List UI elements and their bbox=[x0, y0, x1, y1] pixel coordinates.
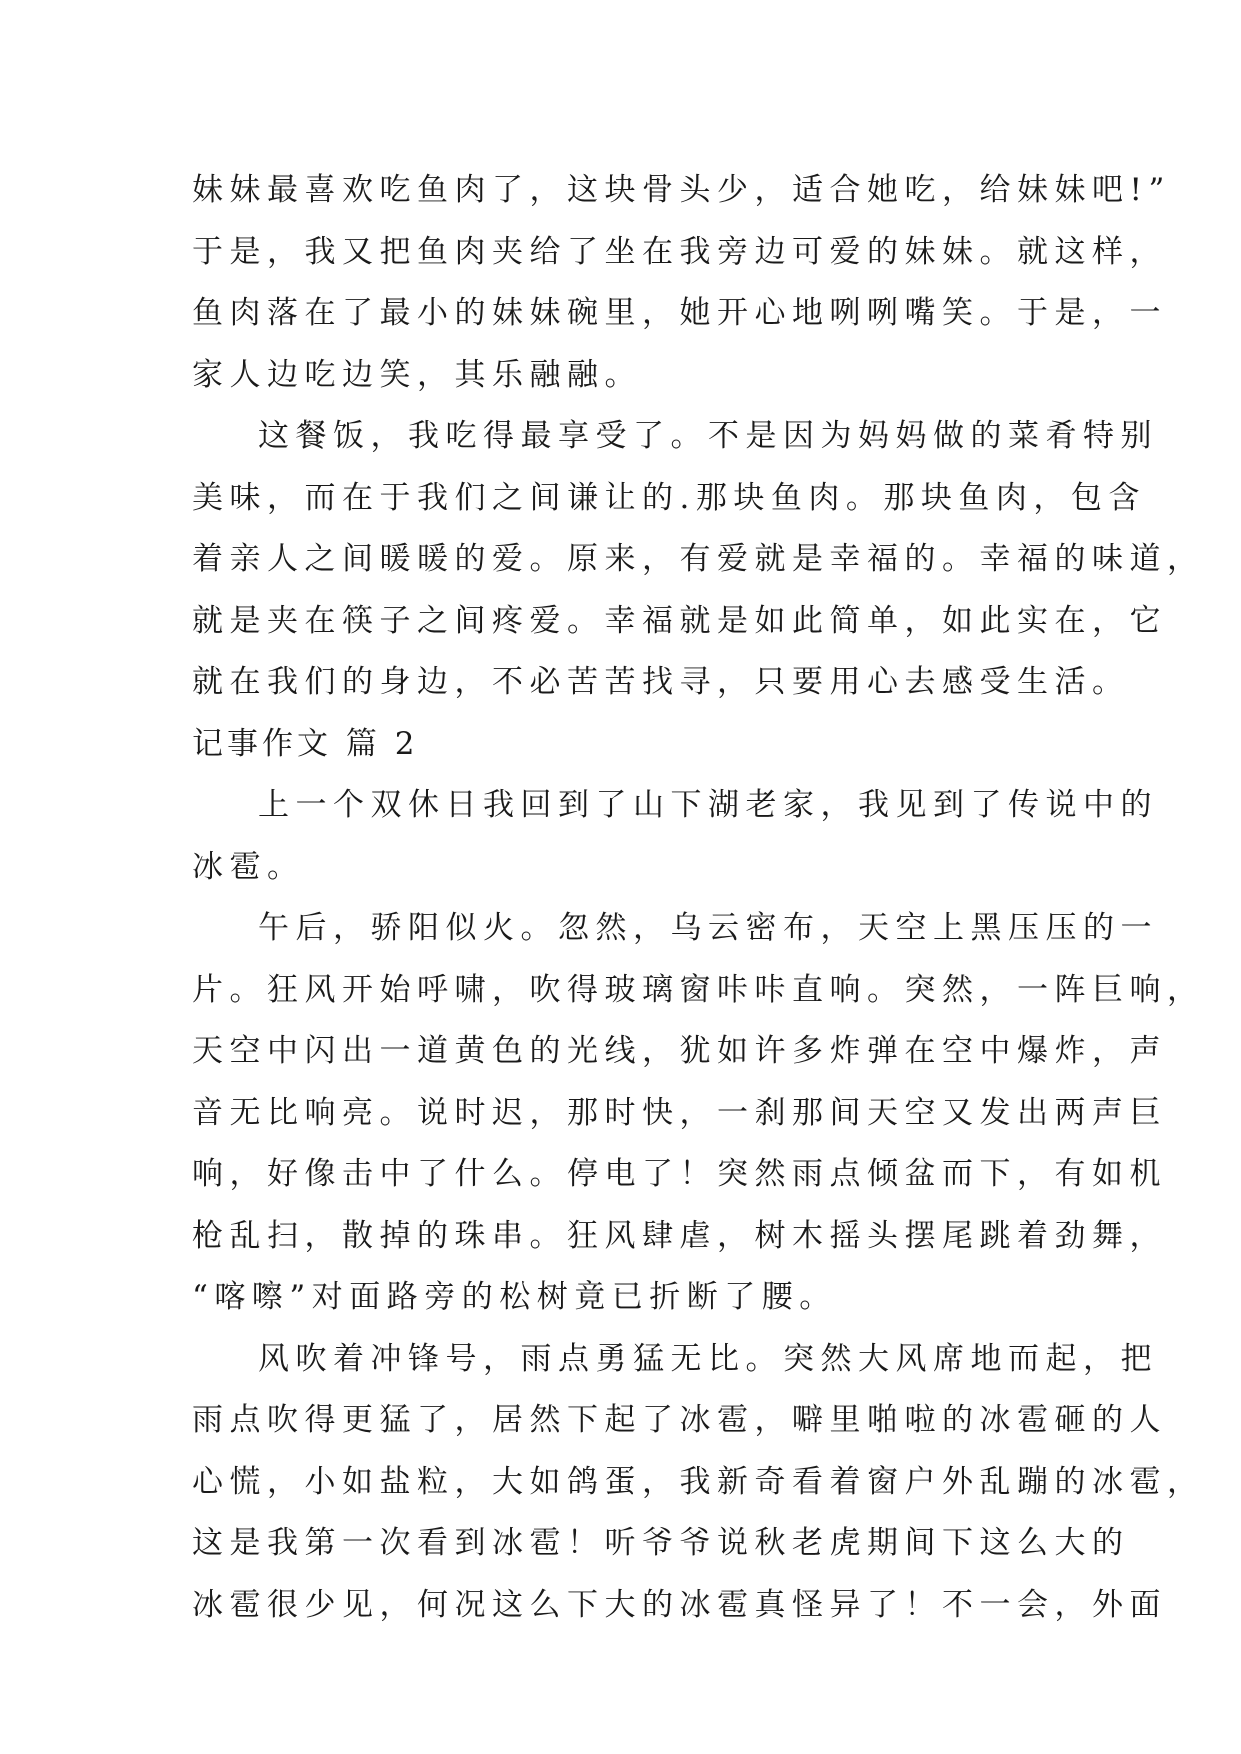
text-line: 就在我们的身边，不必苦苦找寻，只要用心去感受生活。 bbox=[192, 664, 1130, 700]
text-line: 风吹着冲锋号，雨点勇猛无比。突然大风席地而起，把 bbox=[258, 1340, 1158, 1377]
text-line: 片。狂风开始呼啸，吹得玻璃窗咔咔直响。突然，一阵巨响， bbox=[192, 971, 1205, 1008]
text-line: 美味，而在于我们之间谦让的.那块鱼肉。那块鱼肉，包含 bbox=[192, 479, 1146, 516]
text-line: 雨点吹得更猛了，居然下起了冰雹，噼里啪啦的冰雹砸的人 bbox=[192, 1402, 1167, 1438]
text-line: 天空中闪出一道黄色的光线，犹如许多炸弹在空中爆炸，声 bbox=[192, 1033, 1167, 1069]
document-body bbox=[192, 160, 1205, 1636]
text-line: 这是我第一次看到冰雹！听爷爷说秋老虎期间下这么大的 bbox=[192, 1525, 1130, 1561]
text-line: 于是，我又把鱼肉夹给了坐在我旁边可爱的妹妹。就这样， bbox=[192, 233, 1167, 270]
text-line: 妹妹最喜欢吃鱼肉了，这块骨头少，适合她吃，给妹妹吧!” bbox=[192, 172, 1171, 208]
text-line: 冰雹很少见，何况这么下大的冰雹真怪异了！不一会，外面 bbox=[192, 1586, 1167, 1623]
text-line: 冰雹。 bbox=[192, 848, 305, 885]
text-line: 着亲人之间暖暖的爱。原来，有爱就是幸福的。幸福的味道， bbox=[192, 541, 1205, 577]
text-line: 午后，骄阳似火。忽然，乌云密布，天空上黑压压的一 bbox=[258, 910, 1158, 946]
text-line: 上一个双休日我回到了山下湖老家，我见到了传说中的 bbox=[258, 787, 1158, 823]
text-line: 响，好像击中了什么。停电了！突然雨点倾盆而下，有如机 bbox=[192, 1156, 1167, 1192]
text-line: 音无比响亮。说时迟，那时快，一刹那间天空又发出两声巨 bbox=[192, 1094, 1167, 1131]
text-line: 家人边吃边笑，其乐融融。 bbox=[192, 356, 642, 393]
text-line: 枪乱扫，散掉的珠串。狂风肆虐，树木摇头摆尾跳着劲舞， bbox=[192, 1217, 1167, 1254]
text-line: 这餐饭，我吃得最享受了。不是因为妈妈做的菜肴特别 bbox=[258, 418, 1158, 454]
text-line: “喀嚓”对面路旁的松树竟已折断了腰。 bbox=[192, 1279, 837, 1315]
text-line: 心慌，小如盐粒，大如鸽蛋，我新奇看着窗户外乱蹦的冰雹， bbox=[192, 1463, 1205, 1500]
section-heading: 记事作文 篇 2 bbox=[192, 725, 419, 762]
text-line: 鱼肉落在了最小的妹妹碗里，她开心地咧咧嘴笑。于是，一 bbox=[192, 295, 1167, 331]
text-line: 就是夹在筷子之间疼爱。幸福就是如此简单，如此实在，它 bbox=[192, 602, 1167, 639]
